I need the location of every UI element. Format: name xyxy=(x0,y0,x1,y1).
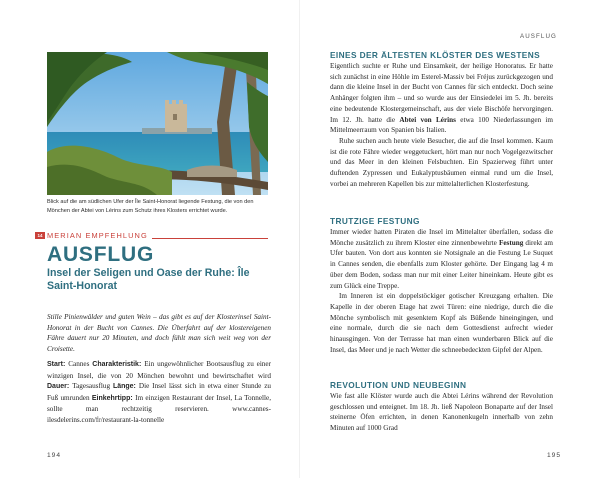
section-heading: EINES DER ÄLTESTEN KLÖSTER DES WESTENS xyxy=(330,50,541,60)
fact-duration-value: Tagesausflug xyxy=(72,382,113,391)
running-head: AUSFLUG xyxy=(520,33,557,40)
facts-block xyxy=(47,359,271,426)
paragraph xyxy=(330,61,553,136)
gutter xyxy=(299,0,300,478)
fact-start-key: Start: xyxy=(47,361,69,368)
text-run: Eigentlich suchte er Ruhe und Einsamkeit, der heilige Honoratus. Er hatte sich zunächst in eine Höhle im Esterel-Massiv bei Fréjus zurückgezogen und dann die kleine Insel in der Bucht von Cannes für sich entdeckt. Doch seine Anhänger folgten ihm – und so wurde aus der Einsiedelei im 5. Jh. bereits eine bedeutende Klostergemeinschaft, aus der viele Bischöfe hervorgingen. Im 12. Jh. hatte die xyxy=(330,62,553,124)
section-revolution xyxy=(330,380,553,434)
fact-start-value: Cannes xyxy=(68,360,93,368)
text-run: etwa 100 Niederlassungen im Mittelmeerraum von Spanien bis Italien. xyxy=(330,115,554,135)
fact-length-key: Länge: xyxy=(112,383,139,391)
page-number-left: 194 xyxy=(47,452,62,459)
section-body xyxy=(330,227,553,355)
paragraph: Im Inneren ist ein doppelstöckiger gotischer Kreuzgang erhalten. Die Kapelle in der oberen Etage hat zwei Türen: eine niedrige, durch die die Mönche symbolisch mit gesenktem Kopf als Büßende hineingingen, und eine normale, durch die sie nach dem Gottesdienst aufrecht wieder hinausgingen. Von der Terrasse hat man einen wunderbaren Blick auf die Insel, das Meer und je nach Wetter die schneebedeckten Gipfel der Alpen. xyxy=(330,292,553,354)
intro-text xyxy=(47,312,271,354)
section-fortress xyxy=(330,216,553,355)
page-title: AUSFLUG xyxy=(47,243,155,266)
fact-character-key: Charakteristik: xyxy=(92,361,145,368)
text-run: Immer wieder hatten Piraten die Insel im Mittelalter überfallen, sodass die Mönche zusätzlich zu ihrem Kloster eine zinnenbewehrte xyxy=(330,228,553,247)
page-subtitle: Insel der Seligen und Oase der Ruhe: Île Saint-Honorat xyxy=(47,267,250,292)
photo-caption: Blick auf die am südlichen Ufer der Île Saint-Honorat liegende Festung, die von den Mönchen der Abtei von Lérins zum Schutz ihres Klosters errichtet wurde. xyxy=(47,199,254,214)
fact-tip-key: Einkehrtipp: xyxy=(91,394,136,402)
paragraph: Wie fast alle Klöster wurde auch die Abtei Lérins während der Revolution geschlossen und enteignet. Im 18. Jh. ließ Napoleon Bonaparte auf der Insel steinerne Öfen errichten, in denen Kanonenkugeln innerhalb von zehn Minuten auf 1000 Grad xyxy=(330,392,553,433)
bold-run: Festung xyxy=(498,238,524,247)
merian-label: MERIAN EMPFEHLUNG xyxy=(47,231,152,240)
fact-character-value: Ein ungewöhnlicher Bootsausflug zu einer winzigen Insel, die von 20 Mönchen bewohnt und bewirtschaftet wird xyxy=(47,360,271,380)
text-run: direkt am Ufer bauten. Von dort aus konnten sie Notsignale an die Festung Le Suquet in Cannes senden, die ebenfalls zum Kloster gehörte. Der Eingang lag 4 m über dem Boden, sodass man nur mit einer Leiter hineinkam. Heute gibt es zum Glück eine Treppe. xyxy=(330,238,554,290)
bold-run: Abtei von Lérins xyxy=(399,115,456,124)
section-body xyxy=(330,391,553,434)
fortress-photo xyxy=(47,52,268,195)
section-heading: REVOLUTION UND NEUBEGINN xyxy=(330,380,467,390)
section-heading: TRUTZIGE FESTUNG xyxy=(330,216,420,226)
page-number-right: 195 xyxy=(547,452,562,459)
section-body xyxy=(330,61,553,189)
fact-length-value: Die Insel lässt sich in etwa einer Stunde zu Fuß umrunden xyxy=(47,382,272,402)
merian-badge: 14 xyxy=(35,232,45,239)
paragraph xyxy=(330,227,553,291)
fact-duration-key: Dauer: xyxy=(47,383,73,391)
intro-paragraph: Stille Pinienwälder und guten Wein – das gibt es auf der Klosterinsel Saint-Honorat in der Bucht von Cannes. Die Überfahrt auf der klostereigenen Fähre dauert nur 20 Minuten, und doch fühlt man sich weit weg von der Croisette. xyxy=(47,313,271,353)
fact-tip-value: Im einzigen Restaurant der Insel, La Tonnelle, sollte man rechtzeitig reservieren. www.cannes-ilesdelerins.com/fr/restaurant-la-tonnelle xyxy=(47,393,271,424)
paragraph: Ruhe suchen auch heute viele Besucher, die auf die Insel kommen. Kaum ist die rote Fähre wieder weggetuckert, hört man nur noch Vogelgezwitscher und das Meer in den kleinen Felsbuchten. Ein Spazierweg führt unter duftenden Zypressen und Eukalyptusbäumen einmal rund um die Insel, vorbei an mehreren Kapellen bis zur mittelalterlichen Klosterfestung. xyxy=(330,136,553,188)
section-oldest-monastery xyxy=(330,50,553,189)
